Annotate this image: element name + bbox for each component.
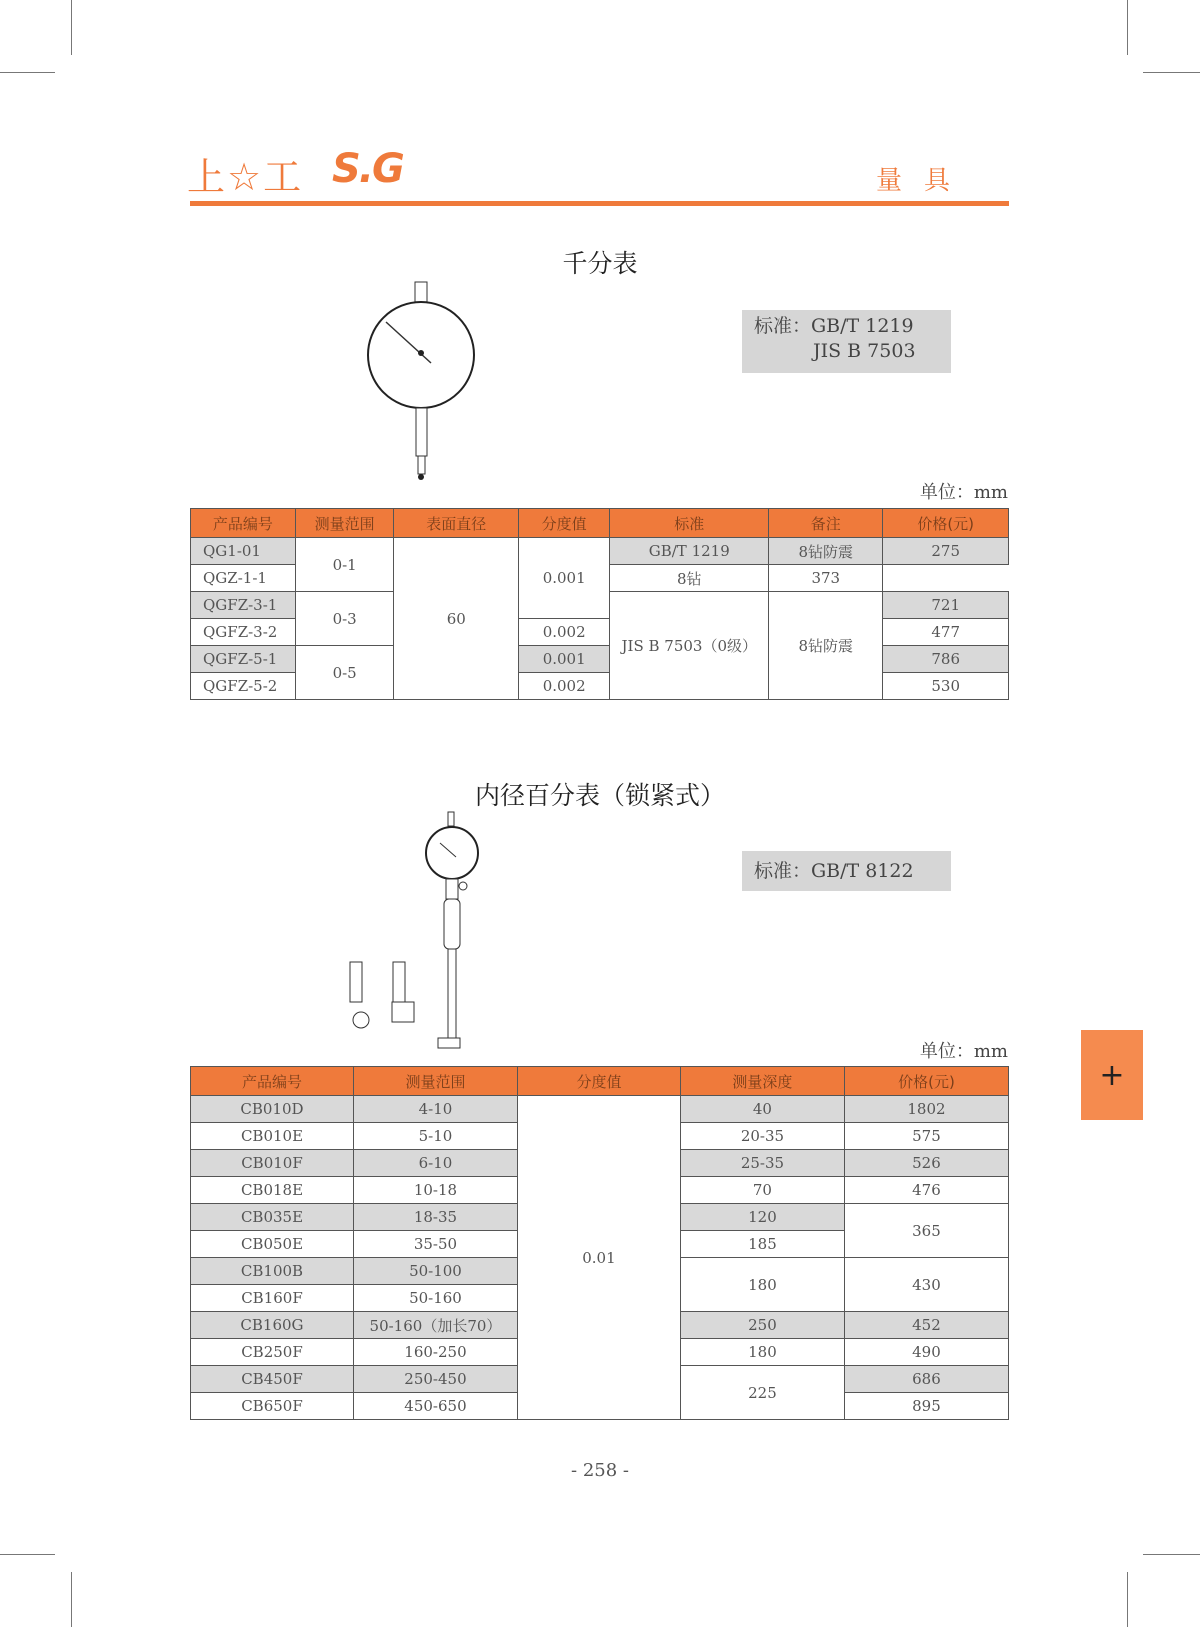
table-cell: 18-35 [353,1204,517,1231]
table-cell: CB010F [191,1150,354,1177]
table-cell: 530 [883,673,1009,700]
header-rule [190,201,1009,206]
table-cell: QGFZ-3-1 [191,592,296,619]
column-header: 测量深度 [680,1067,844,1096]
table-row [191,1096,1009,1123]
table-cell: 0.001 [519,538,610,619]
crop-mark [71,0,72,55]
table-cell: CB160F [191,1285,354,1312]
table-cell: 6-10 [353,1150,517,1177]
bore-gauge-illustration [335,810,495,1060]
table-cell: 8钻防震 [769,592,883,700]
page-number: - 258 - [571,1460,629,1481]
table-cell: 120 [680,1204,844,1231]
table-cell: 160-250 [353,1339,517,1366]
table-row [191,646,1009,673]
standard-text: 标准：GB/T 8122 [754,860,914,882]
table-cell: 0.001 [519,646,610,673]
column-header: 价格(元) [883,509,1009,538]
table-cell: 4-10 [353,1096,517,1123]
column-header: 测量范围 [295,509,394,538]
table-cell: 1802 [844,1096,1008,1123]
table-cell: 490 [844,1339,1008,1366]
column-header: 产品编号 [191,509,296,538]
table-cell: 50-100 [353,1258,517,1285]
table-cell: QGZ-1-1 [191,565,296,592]
crop-mark [1127,1572,1128,1627]
micrometer-dial-table [190,508,1009,700]
section1-title: 千分表 [562,249,638,278]
table-cell: JIS B 7503（0级） [610,592,769,700]
table-cell: CB650F [191,1393,354,1420]
crop-mark [0,1554,55,1555]
table-cell: CB018E [191,1177,354,1204]
section2-title: 内径百分表（锁紧式） [474,781,725,810]
table-cell: 365 [844,1204,1008,1258]
table-cell: 185 [680,1231,844,1258]
table-cell: 786 [883,646,1009,673]
column-header: 价格(元) [844,1067,1008,1096]
table-cell: 0-5 [295,646,394,700]
table-cell: 452 [844,1312,1008,1339]
table-cell: QGFZ-5-2 [191,673,296,700]
table-cell: 476 [844,1177,1008,1204]
table-cell: 25-35 [680,1150,844,1177]
table-cell: 50-160（加长70） [353,1312,517,1339]
table-cell: 50-160 [353,1285,517,1312]
table-cell: CB250F [191,1339,354,1366]
crop-mark [0,72,55,73]
column-header: 备注 [769,509,883,538]
crop-mark [71,1572,72,1627]
table-header-row [191,509,1009,538]
table-cell: CB010E [191,1123,354,1150]
column-header: 测量范围 [353,1067,517,1096]
table-cell: 721 [883,592,1009,619]
category-title: 量具 [875,166,972,196]
side-tab-plus[interactable]: + [1081,1030,1143,1120]
column-header: 产品编号 [191,1067,354,1096]
table-cell: 70 [680,1177,844,1204]
table-cell: 373 [769,565,883,592]
table-cell: 526 [844,1150,1008,1177]
table-cell: CB450F [191,1366,354,1393]
table-cell: 686 [844,1366,1008,1393]
table-cell: CB050E [191,1231,354,1258]
table-cell: QGFZ-3-2 [191,619,296,646]
table-cell: 8钻防震 [769,538,883,565]
table-header-row [191,1067,1009,1096]
table-cell: CB100B [191,1258,354,1285]
table-cell: CB160G [191,1312,354,1339]
table-cell: 60 [394,538,519,700]
bore-gauge-table [190,1066,1009,1420]
table-cell: 0-3 [295,592,394,646]
table-cell: QG1-01 [191,538,296,565]
unit-label-1: 单位：mm [919,482,1008,503]
crop-mark [1143,72,1200,73]
table-cell: GB/T 1219 [610,538,769,565]
table-cell: 225 [680,1366,844,1420]
crop-mark [1143,1554,1200,1555]
table-cell: CB035E [191,1204,354,1231]
crop-mark [1127,0,1128,55]
table-cell: 450-650 [353,1393,517,1420]
standard-box-2 [742,851,951,891]
brand-logo-cn: 上☆工 [187,155,304,199]
column-header: 表面直径 [394,509,519,538]
column-header: 分度值 [517,1067,680,1096]
table-cell: 477 [883,619,1009,646]
unit-label-2: 单位：mm [919,1041,1008,1062]
table-cell: 0-1 [295,538,394,592]
brand-logo-sg: S.G [332,146,403,192]
table-cell: 20-35 [680,1123,844,1150]
table-row [191,538,1009,565]
table-cell: QGFZ-5-1 [191,646,296,673]
column-header: 分度值 [519,509,610,538]
table-cell: 5-10 [353,1123,517,1150]
table-cell: CB010D [191,1096,354,1123]
table-cell: 0.002 [519,673,610,700]
dial-indicator-illustration [360,280,480,495]
table-cell: 180 [680,1258,844,1312]
table-cell: 0.002 [519,619,610,646]
table-cell: 10-18 [353,1177,517,1204]
table-cell: 8钻 [610,565,769,592]
column-header: 标准 [610,509,769,538]
table-cell: 0.01 [517,1096,680,1420]
table-cell: 40 [680,1096,844,1123]
table-cell: 430 [844,1258,1008,1312]
table-cell: 575 [844,1123,1008,1150]
table-cell: 250-450 [353,1366,517,1393]
table-cell: 250 [680,1312,844,1339]
standard-text: 标准：GB/T 1219 [754,315,914,337]
standard-box-1 [742,310,951,373]
table-cell: 275 [883,538,1009,565]
table-cell: 895 [844,1393,1008,1420]
table-cell: 35-50 [353,1231,517,1258]
table-cell: 180 [680,1339,844,1366]
standard-text-2: JIS B 7503 [813,340,916,362]
